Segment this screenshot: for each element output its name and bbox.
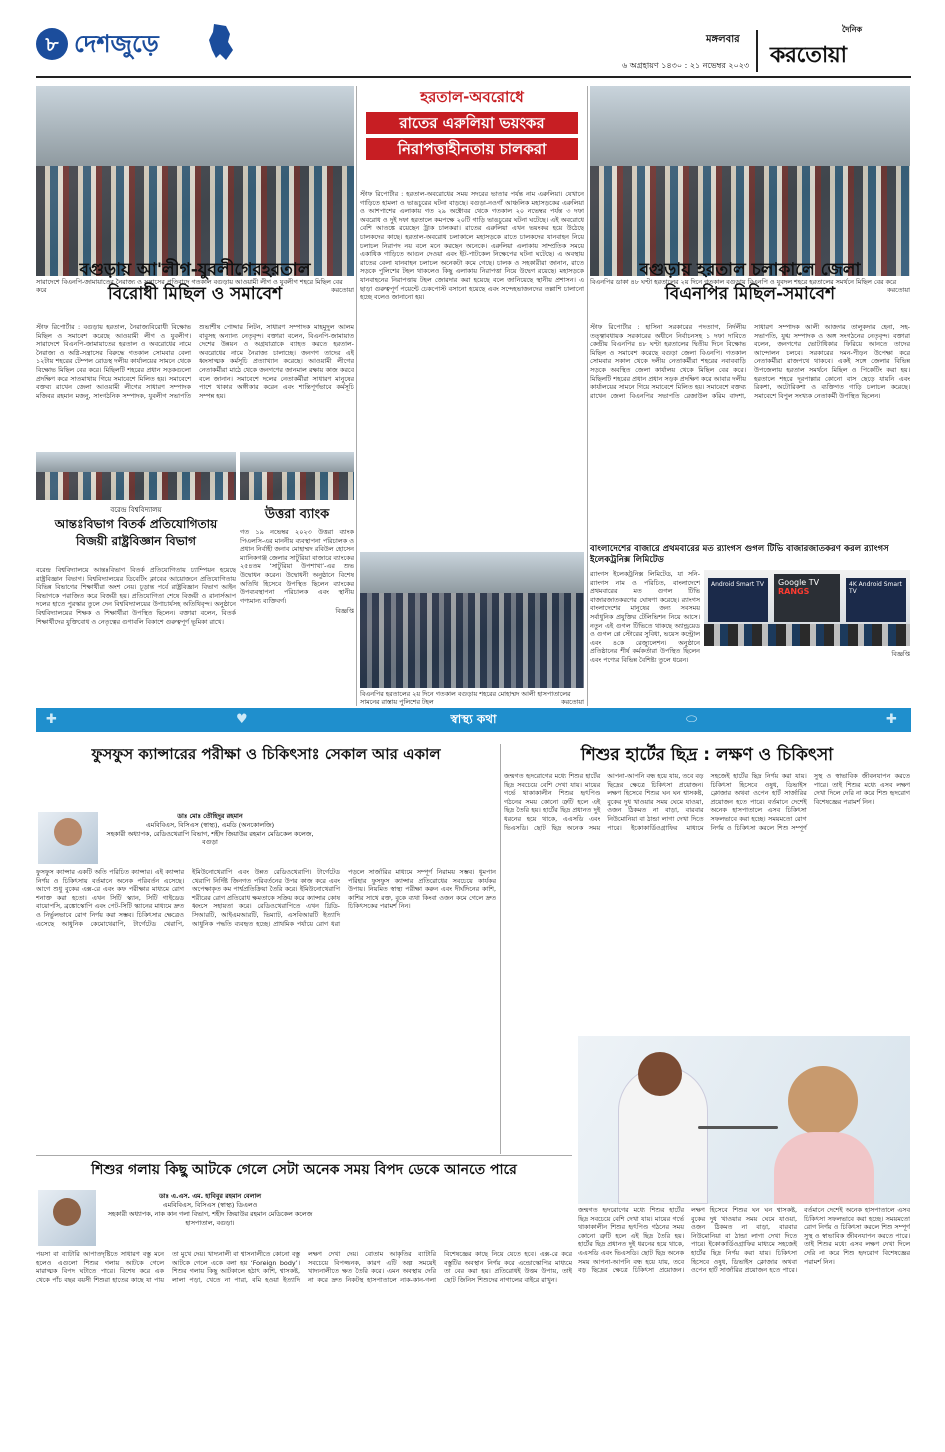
police-patrol-photo	[360, 552, 584, 688]
heart-photo	[578, 1036, 910, 1204]
lead-article-body: স্টাফ রিপোর্টার : হরতাল-অবরোধের সময় সদরের ভাতার পর্যন্ত নাম এরুলিয়া। যেখানে গাড়িতে হামলা ও ভাঙচুরের ঘটনা বাড়ছে। বগুড়া-নওগাঁ আঞ্চলিক মহাসড়কের এরুলিয়া ও আশপাশের এলাকায় গত ২৯ অক্টোবর থেকে গতকাল ২০ নভেম্বর পর্যন্ত ৩ দফা অবরোধ ও দুই দফা হরতালে কমপক্ষে ২০টি গাড়ি ভাঙচুরের ঘটনা ঘটেছে। এই অবরোধে বেশি আতঙ্কে রয়েছেন ট্রাক চালকরা। রাতের এরুলিয়া এখন ভয়ংকর হয়ে উঠেছে চালকদের কাছে। হরতাল-অবরোধ চলাকালে মহাসড়কে রাতে চালকদের যানবাহন নিয়ে চলাচল নিরাপদ নয় বলে মনে করছেন অনেকে। এরুলিয়া এলাকায় সাম্প্রতিক সময়ে একাধিক গাড়িতে আগুন দেওয়া এবং ইট-পাটকেল নিক্ষেপের ঘটনা ঘটেছে। এ অবস্থায় রাতের বেলা যানবাহন চলাচল অনেকটা কমে গেছে। চালক ও সহকারীরা জানান, রাতে সড়কে পুলিশের টহল থাকলেও কিছু এলাকায় নিরাপত্তা নিয়ে উদ্বেগ রয়েছে। মহাসড়কে যানবাহনের নিরাপত্তায় টহল জোরদার করা হয়েছে বলে জানিয়েছে স্থানীয় প্রশাসন। এ ছাড়া গুরুত্বপূর্ণ পয়েন্টে চেকপোস্ট বসানো হয়েছে এবং সন্দেহভাজনদের তল্লাশি চালানো হচ্ছে বলেও জানানো হয়।	[360, 190, 584, 302]
lead-right-photo-caption: বিএনপির ডাকা ৪৮ ঘণ্টা হরতালের ২য় দিনে গতকাল বগুড়ায় বিএনপি ও যুবদল শহরে হরতালের সমর্থনে মিছিল বের করে করতোয়া	[590, 278, 910, 295]
lead-kicker: হরতাল-অবরোধে রাতের এরুলিয়া ভয়ংকর নিরাপত্তাহীনতায় চালকরা	[360, 86, 584, 186]
heart-headline: শিশুর হার্টের ছিদ্র : লক্ষণ ও চিকিৎসা	[580, 745, 834, 765]
bnp-story-body: স্টাফ রিপোর্টার : হাসিনা সরকারের পদত্যাগ, নির্দলীয় তত্ত্বাবধায়ক সরকারের অধীনে নির্বাচনসহ ১ দফা দাবিতে কেন্দ্রীয় বিএনপির ৪৮ ঘণ্টা হরতালের দ্বিতীয় দিনে বিক্ষোভ মিছিল ও সমাবেশ করেছে বগুড়া জেলা বিএনপি। গতকাল সোমবার সকাল থেকে দলীয় নেতাকর্মীরা শহরের নবাববাড়ি সড়কে অবস্থিত জেলা কার্যালয় থেকে মিছিল বের করে। মিছিলটি শহরের প্রধান প্রধান সড়ক প্রদক্ষিণ করে আবার দলীয় কার্যালয়ের সামনে গিয়ে সমাবেশে মিলিত হয়। সমাবেশে বক্তব্য রাখেন জেলা বিএনপির সভাপতি রেজাউল করিম বাদশা, সাধারণ সম্পাদক আলী আজগর তালুকদার হেনা, সহ-সভাপতি, যুগ্ম সম্পাদক ও অঙ্গ সংগঠনের নেতৃবৃন্দ। বক্তারা বলেন, জনগণের ভোটাধিকার ফিরিয়ে আনতে তাদের আন্দোলন চলবে। সরকারের দমন-পীড়ন উপেক্ষা করে নেতাকর্মীরা রাজপথে থাকবে। একই সঙ্গে জেলার বিভিন্ন উপজেলায় হরতাল সমর্থনে মিছিল ও পিকেটিং করা হয়। হরতালে শহরে দূরপাল্লার কোনো বাস ছেড়ে যায়নি এবং রিকশা, অটোরিকশা ও ব্যক্তিগত গাড়ি চলাচল করেছে। সমাবেশে বিপুল সংখ্যক নেতাকর্মী উপস্থিত ছিলেন।	[590, 323, 910, 400]
lung-headline: ফুসফুস ক্যান্সারের পরীক্ষা ও চিকিৎসাঃ সেকাল আর একাল	[91, 745, 441, 763]
rangs-body: র‌্যাংগস ইলেকট্রনিক্স লিমিটেড, যা সনি-র‌্যাংগস নাম ও পরিচিত, বাংলাদেশে প্রথমবারের মত গুগল টিভি বাজারজাতকরণের ঘোষণা করেছে। র‌্যাংগস বাংলাদেশের মানুষের জন্য সবসময় সর্বাধুনিক প্রযুক্তির টেলিভিশন নিয়ে আসে। নতুন এই গুগল টিভিতে থাকছে অ্যান্ড্রয়েড ও গুগল প্লে স্টোরের সুবিধা, ভয়েস কন্ট্রোল এবং ৪কে রেজ্যুলেশন। অনুষ্ঠানে প্রতিষ্ঠানের শীর্ষ কর্মকর্তারা উপস্থিত ছিলেন এবং পণ্যের বিভিন্ন বৈশিষ্ট্য তুলে ধরেন।	[590, 570, 700, 664]
page-number-badge: ৮	[36, 28, 68, 60]
pill-icon: ⬭	[686, 712, 698, 727]
tv-center	[774, 574, 840, 622]
section-name: দেশজুড়ে	[74, 30, 159, 58]
al-story-body: স্টাফ রিপোর্টার : বগুড়ায় হরতাল, নৈরাজ্যবিরোধী বিক্ষোভ মিছিল ও সমাবেশ করেছে আওয়ামী লীগ ও যুবলীগ। সারাদেশে বিএনপি-জামায়াতের হরতাল ও অবরোধের নামে নৈরাজ্য ও অগ্নি-সন্ত্রাসের বিরুদ্ধে গতকাল সোমবার বেলা ১২টায় শহরের টেম্পল রোডস্থ দলীয় কার্যালয়ের সামনে থেকে বিক্ষোভ মিছিল বের করে। মিছিলটি শহরের প্রধান সড়কগুলো প্রদক্ষিণ করে সাতমাথায় গিয়ে সমাবেশে মিলিত হয়। সমাবেশে বক্তব্য রাখেন জেলা আওয়ামী লীগের সাধারণ সম্পাদক মজিবর রহমান মজনু, সাংগঠনিক সম্পাদক, যুবলীগ সভাপতি শুভাশীষ পোদ্দার লিটন, সাধারণ সম্পাদক মাহমুদুল আলম বাবুসহ অন্যান্য নেতৃবৃন্দ। বক্তারা বলেন, বিএনপি-জামায়াত দেশের উন্নয়ন ও অগ্রযাত্রাকে ব্যাহত করতে হরতাল-অবরোধের নামে নৈরাজ্য চালাচ্ছে। জনগণ তাদের এই ধ্বংসাত্মক কর্মসূচি প্রত্যাখ্যান করেছে। আওয়ামী লীগের নেতাকর্মীরা মাঠে থেকে জনগণের জানমাল রক্ষায় কাজ করবে বলে জানান। সমাবেশে দলের নেতাকর্মীরা সাধারণ মানুষের পাশে থাকার অঙ্গীকার করেন এবং শান্তিপূর্ণভাবে কর্মসূচি সম্পন্ন হয়।	[36, 323, 354, 400]
debate-story-body: বরেন্দ্র বিশ্ববিদ্যালয়ে আন্তঃবিভাগ বিতর্ক প্রতিযোগিতায় চ্যাম্পিয়ন হয়েছে রাষ্ট্রবিজ্ঞান বিভাগ। বিশ্ববিদ্যালয়ের ডিবেটিং ক্লাবের আয়োজনে প্রতিযোগিতায় বিভিন্ন বিভাগের শিক্ষার্থীরা অংশ নেয়। চূড়ান্ত পর্বে রাষ্ট্রবিজ্ঞান বিভাগ আইন বিভাগকে পরাজিত করে বিজয়ী হয়। প্রতিযোগিতা শেষে বিজয়ী ও রানার্সআপ দলের হাতে পুরস্কার তুলে দেন বিশ্ববিদ্যালয়ের উপাচার্যসহ অতিথিবৃন্দ। অনুষ্ঠানে বিশ্ববিদ্যালয়ের শিক্ষক ও শিক্ষার্থীরা উপস্থিত ছিলেন। বক্তারা বলেন, বিতর্ক শিক্ষার্থীদের যুক্তিবোধ ও নেতৃত্বের গুণাবলি বিকাশে গুরুত্বপূর্ণ ভূমিকা রাখে।	[36, 566, 236, 626]
lead-left-photo-caption: সারাদেশে বিএনপি-জামায়াতের নৈরাজ্য ও সন্ত্রাসের প্রতিবাদে গতকাল বগুড়ায় আওয়ামী লীগ ও যুবলীগ শহরে মিছিল বের করে করতোয়া	[36, 278, 354, 295]
al-story-headline: বগুড়ায় আ'লীগ-যুবলীগেরহরতাল বিরোধী মিছিল ও সমাবেশ	[79, 260, 311, 304]
lung-author-photo	[38, 812, 98, 864]
google-tv-label: Google TV	[778, 578, 820, 587]
lead-right-photo	[590, 86, 910, 276]
debate-story-headline: বরেন্দ্র বিশ্ববিদ্যালয় আন্তঃবিভাগ বিতর্ক প্রতিযোগিতায় বিজয়ী রাষ্ট্রবিজ্ঞান বিভাগ	[54, 506, 218, 548]
masthead	[0, 0, 945, 78]
heart-body: জন্মগত হৃদরোগের মধ্যে শিশুর হার্টের ছিদ্র সবচেয়ে বেশি দেখা যায়। মায়ের গর্ভে থাকাকালীন শিশুর হৃৎপিণ্ড গঠনের সময় কোনো ত্রুটি হলে এই ছিদ্র তৈরি হয়। হার্টের ছিদ্র প্রধানত দুই ধরনের হয়ে থাকে, এএসডি এবং ভিএসডি। ছোট ছিদ্র অনেক সময় আপনা-আপনি বন্ধ হয়ে যায়, তবে বড় ছিদ্রের ক্ষেত্রে চিকিৎসা প্রয়োজন। লক্ষণ হিসেবে শিশুর ঘন ঘন শ্বাসকষ্ট, বুকের দুধ খাওয়ার সময় ঘেমে যাওয়া, ওজন ঠিকমত না বাড়া, বারবার নিউমোনিয়া বা ঠান্ডা লাগা দেখা দিতে পারে। ইকোকার্ডিওগ্রাফির মাধ্যমে সহজেই হার্টের ছিদ্র নির্ণয় করা যায়। চিকিৎসা হিসেবে ওষুধ, ডিভাইস ক্লোজার অথবা ওপেন হার্ট সার্জারির প্রয়োজন হতে পারে। বর্তমানে দেশেই অনেক হাসপাতালে এসব চিকিৎসা সফলভাবে করা হচ্ছে। সময়মতো রোগ নির্ণয় ও চিকিৎসা করলে শিশু সম্পূর্ণ সুস্থ ও স্বাভাবিক জীবনযাপন করতে পারে। তাই শিশুর মধ্যে এসব লক্ষণ দেখা দিলে দেরি না করে শিশু হৃদরোগ বিশেষজ্ঞের পরামর্শ নিন।	[504, 772, 910, 832]
photo-credit: করতোয়া	[887, 286, 910, 295]
throat-body: পয়সা বা ব্যাটারি আপাতদৃষ্টিতে সাধারণ বস্তু মনে হলেও এগুলো শিশুর গলায় আটকে গেলে মারাত্মক বিপদ ঘটাতে পারে। বিশেষ করে এক থেকে পাঁচ বছর বয়সী শিশুরা হাতের কাছে যা পায় তা মুখে দেয়। খাদ্যনালী বা শ্বাসনালীতে কোনো বস্তু আটকে গেলে একে বলা হয় ‘Foreign body’। শিশুর গলায় কিছু আটকালে হঠাৎ কাশি, শ্বাসকষ্ট, লালা পড়া, খেতে না পারা, বমি হওয়া ইত্যাদি লক্ষণ দেখা দেয়। বোতাম আকৃতির ব্যাটারি সবচেয়ে বিপজ্জনক, কারণ এটি অল্প সময়েই খাদ্যনালীতে ক্ষত তৈরি করে। এমন অবস্থায় দেরি না করে দ্রুত নিকটস্থ হাসপাতালে নাক-কান-গলা বিশেষজ্ঞের কাছে নিয়ে যেতে হবে। এক্স-রে করে বস্তুটির অবস্থান নির্ণয় করে এন্ডোস্কোপির মাধ্যমে তা বের করা হয়। প্রতিরোধই উত্তম উপায়, তাই ছোট জিনিস শিশুদের নাগালের বাইরে রাখুন।	[36, 1250, 572, 1284]
debate-photo	[36, 452, 236, 500]
paper-name: করতোয়া	[770, 43, 847, 68]
throat-author-info: ডাঃ এ.এস. এম. হাবিবুর রহমান বেলাল এমবিবিএস, বিসিএস (স্বাস্থ্য) ডিএলও সহকারী অধ্যাপক, নাক কান গলা বিভাগ, শহীদ জিয়াউর রহমান মেডিকেল কলেজ হাসপাতাল, বগুড়া।	[107, 1192, 313, 1227]
rangs-body-cont: বিজ্ঞপ্তি	[891, 650, 910, 658]
paper-name-small: দৈনিক	[842, 25, 863, 34]
uttara-photo	[240, 452, 354, 500]
tv-left: Android Smart TV	[708, 578, 768, 622]
uttara-headline: উত্তরা ব্যাংক	[264, 507, 330, 522]
cross-icon: ✚	[46, 712, 57, 727]
rangs-logo: RANGS	[778, 587, 810, 596]
bangladesh-map-icon	[206, 22, 236, 62]
throat-author-photo	[38, 1190, 96, 1246]
bnp-story-headline: বগুড়ায় হরতাল চলাকালে জেলা বিএনপির মিছিল-সমাবেশ	[639, 260, 861, 304]
stethoscope-icon	[698, 1126, 778, 1129]
photo-credit: করতোয়া	[561, 698, 584, 707]
health-banner-title: স্বাস্থ্য কথা	[450, 712, 497, 726]
rangs-photo	[704, 570, 910, 646]
lung-body: ফুসফুস ক্যান্সার একটি অতি পরিচিত ক্যান্সার। এই ক্যান্সার নির্ণয় ও চিকিৎসায় বর্তমানে অনেক পরিবর্তন এসেছে। আগে শুধু বুকের এক্স-রে এবং কফ পরীক্ষার মাধ্যমে রোগ শনাক্ত করা হতো। এখন সিটি স্ক্যান, সিটি গাইডেড বায়োপসি, ব্রঙ্কোস্কোপি এবং পেট-সিটি স্ক্যানের মাধ্যমে দ্রুত ও নির্ভুলভাবে রোগ নির্ণয় করা সম্ভব। চিকিৎসার ক্ষেত্রেও এসেছে আধুনিক কেমোথেরাপি, টার্গেটেড থেরাপি, ইমিউনোথেরাপি এবং উন্নত রেডিওথেরাপি। টার্গেটেড থেরাপি নির্দিষ্ট জিনগত পরিবর্তনের উপর কাজ করে এবং অপেক্ষাকৃত কম পার্শ্বপ্রতিক্রিয়া তৈরি করে। ইমিউনোথেরাপি শরীরের রোগ প্রতিরোধ ক্ষমতাকে সক্রিয় করে ক্যান্সার কোষ ধ্বংসে সহায়তা করে। রেডিওথেরাপিতে এখন থ্রিডি-সিআরটি, আইএমআরটি, ভিম্যাট, এসবিআরটি ইত্যাদি আধুনিক পদ্ধতি ব্যবহৃত হচ্ছে। প্রাথমিক পর্যায়ে রোগ ধরা পড়লে সার্জারির মাধ্যমে সম্পূর্ণ নিরাময় সম্ভব। ধূমপান পরিহার ফুসফুস ক্যান্সার প্রতিরোধের সবচেয়ে কার্যকর উপায়। নিয়মিত স্বাস্থ্য পরীক্ষা করুন এবং দীর্ঘদিনের কাশি, কাশির সাথে রক্ত, বুকে ব্যথা কিংবা ওজন কমে গেলে দ্রুত চিকিৎসকের পরামর্শ নিন।	[36, 868, 496, 928]
issue-day: মঙ্গলবার	[706, 34, 740, 45]
plus-icon: ✚	[886, 712, 897, 727]
photo-credit: করতোয়া	[331, 286, 354, 295]
rangs-headline: বাংলাদেশের বাজারে প্রথমবারের মত র‌্যাংগস গুগল টিভি বাজারজাতকরণ করল র‌্যাংগস ইলেকট্রনিক্স লিমিটেড	[590, 544, 889, 565]
tv-right: 4K Android Smart TV	[846, 578, 906, 622]
throat-headline: শিশুর গলায় কিছু আটকে গেলে সেটা অনেক সময় বিপদ ডেকে আনতে পারে	[91, 1162, 517, 1178]
issue-date: ৬ অগ্রহায়ণ ১৪৩০ : ২১ নভেম্বর ২০২৩	[622, 61, 750, 70]
lung-author-info: ডাঃ মোঃ তৌহিদুর রহমান এমবিবিএস, বিসিএস (স্বাস্থ্য), এমডি (অনকোলজি) সহকারী অধ্যাপক, রেডিওথেরাপি বিভাগ, শহীদ জিয়াউর রহমান মেডিকেল কলেজ, বগুড়া	[106, 812, 314, 847]
uttara-body: গত ১৯ নভেম্বর ২০২৩ উত্তরা ব্যাংক পিএলসি-এর মাননীয় ব্যবস্থাপনা পরিচালক ও প্রধান নির্বাহী জনাব মোহাম্মদ রবিউল হোসেন ম্যানিকগঞ্জ জেলার সাটুরিয়া বাজারে ব্যাংকের ২৫৪তম ‘সাটুরিয়া উপশাখা’-এর শুভ উদ্বোধন করেন। উদ্বোধনী অনুষ্ঠানে বিশেষ অতিথি হিসেবে উপস্থিত ছিলেন ব্যাংকের উপব্যবস্থাপনা পরিচালক এবং স্থানীয় গণ্যমান্য ব্যক্তিবর্গ। বিজ্ঞপ্তি	[240, 528, 354, 616]
lead-left-photo	[36, 86, 354, 276]
heartbeat-icon: ♥	[236, 712, 248, 727]
heart-body-cont: জন্মগত হৃদরোগের মধ্যে শিশুর হার্টের ছিদ্র সবচেয়ে বেশি দেখা যায়। মায়ের গর্ভে থাকাকালীন শিশুর হৃৎপিণ্ড গঠনের সময় কোনো ত্রুটি হলে এই ছিদ্র তৈরি হয়। হার্টের ছিদ্র প্রধানত দুই ধরনের হয়ে থাকে, এএসডি এবং ভিএসডি। ছোট ছিদ্র অনেক সময় আপনা-আপনি বন্ধ হয়ে যায়, তবে বড় ছিদ্রের ক্ষেত্রে চিকিৎসা প্রয়োজন। লক্ষণ হিসেবে শিশুর ঘন ঘন শ্বাসকষ্ট, বুকের দুধ খাওয়ার সময় ঘেমে যাওয়া, ওজন ঠিকমত না বাড়া, বারবার নিউমোনিয়া বা ঠান্ডা লাগা দেখা দিতে পারে। ইকোকার্ডিওগ্রাফির মাধ্যমে সহজেই হার্টের ছিদ্র নির্ণয় করা যায়। চিকিৎসা হিসেবে ওষুধ, ডিভাইস ক্লোজার অথবা ওপেন হার্ট সার্জারির প্রয়োজন হতে পারে। বর্তমানে দেশেই অনেক হাসপাতালে এসব চিকিৎসা সফলভাবে করা হচ্ছে। সময়মতো রোগ নির্ণয় ও চিকিৎসা করলে শিশু সম্পূর্ণ সুস্থ ও স্বাভাবিক জীবনযাপন করতে পারে। তাই শিশুর মধ্যে এসব লক্ষণ দেখা দিলে দেরি না করে শিশু হৃদরোগ বিশেষজ্ঞের পরামর্শ নিন।	[578, 1206, 910, 1275]
police-photo-caption: বিএনপির হরতালের ২য় দিনে গতকাল বগুড়ায় শহরের মোহাম্মদ আলী হাসপাতালের সামনের রাস্তায় পুলিশের টহল করতোয়া	[360, 690, 584, 707]
health-banner	[36, 708, 911, 732]
